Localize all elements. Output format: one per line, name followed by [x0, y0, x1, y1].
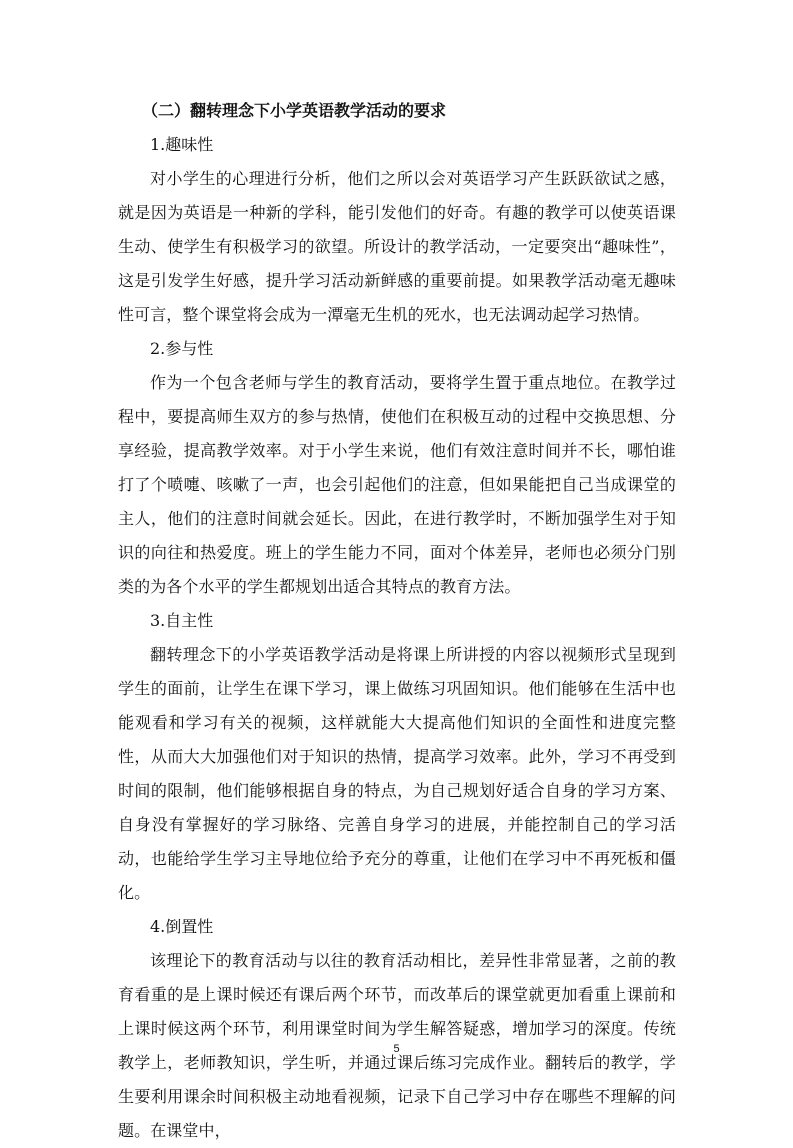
subsection-title-inversion: 4.倒置性 [150, 917, 214, 936]
subsection-title-interest: 1.趣味性 [150, 135, 214, 154]
section-heading: （二）翻转理念下小学英语教学活动的要求 [142, 101, 447, 120]
paragraph-inversion: 该理论下的教育活动与以往的教育活动相比，差异性非常显著，之前的教育看重的是上课时候还有课后两个环节，而改革后的课堂就更加看重上课前和上课时候这两个环节，利用课堂时间为学生解答疑惑，增加学习的深度。传统教学上，老师教知识，学生听，并通过课后练习完成作业。翻转后的教学，学生要利用课余时间积极主动地看视频，记录下自己学习中存在哪些不理解的问题。在课堂中， [118, 951, 676, 1140]
subsection-title-autonomy: 3.自主性 [150, 611, 214, 630]
paragraph-autonomy: 翻转理念下的小学英语教学活动是将课上所讲授的内容以视频形式呈现到学生的面前，让学生在课下学习，课上做练习巩固知识。他们能够在生活中也能观看和学习有关的视频，这样就能大大提高他们知识的全面性和进度完整性，从而大大加强他们对于知识的热情，提高学习效率。此外，学习不再受到时间的限制，他们能够根据自身的特点，为自己规划好适合自身的学习方案、自身没有掌握好的学习脉络、完善自身学习的进展，并能控制自己的学习活动，也能给学生学习主导地位给予充分的尊重，让他们在学习中不再死板和僵化。 [118, 645, 676, 902]
page-content [118, 94, 676, 1148]
paragraph-interest: 对小学生的心理进行分析，他们之所以会对英语学习产生跃跃欲试之感，就是因为英语是一种新的学科，能引发他们的好奇。有趣的教学可以使英语课生动、使学生有积极学习的欲望。所设计的教学活动，一定要突出“趣味性”，这是引发学生好感，提升学习活动新鲜感的重要前提。如果教学活动毫无趣味性可言，整个课堂将会成为一潭毫无生机的死水，也无法调动起学习热情。 [118, 169, 676, 324]
paragraph-participation: 作为一个包含老师与学生的教育活动，要将学生置于重点地位。在教学过程中，要提高师生双方的参与热情，使他们在积极互动的过程中交换思想、分享经验，提高教学效率。对于小学生来说，他们有效注意时间并不长，哪怕谁打了个喷嚏、咳嗽了一声，也会引起他们的注意，但如果能把自己当成课堂的主人，他们的注意时间就会延长。因此，在进行教学时，不断加强学生对于知识的向往和热爱度。班上的学生能力不同，面对个体差异，老师也必须分门别类的为各个水平的学生都规划出适合其特点的教育方法。 [118, 373, 676, 596]
subsection-title-participation: 2.参与性 [150, 339, 214, 358]
page-number: 5 [393, 1043, 400, 1055]
